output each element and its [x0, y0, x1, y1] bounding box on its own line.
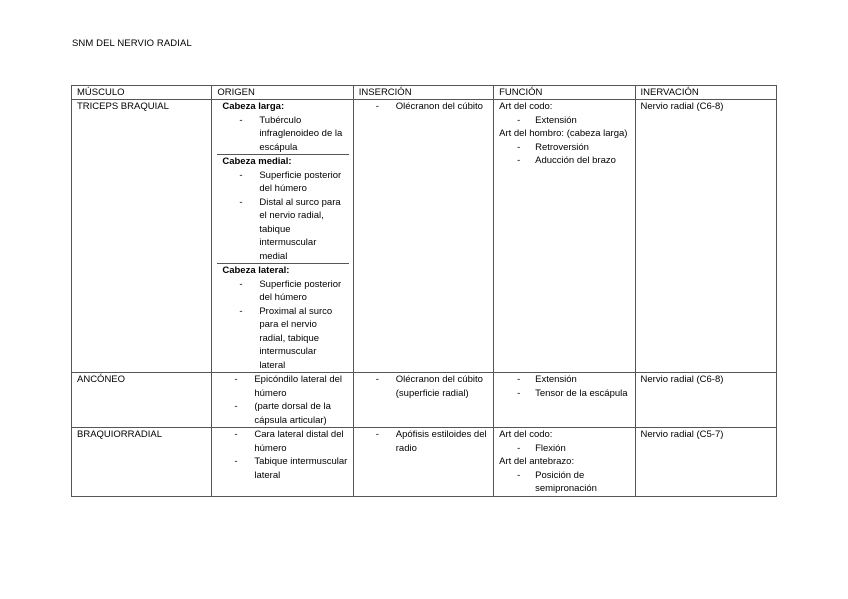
origin-head-label: Cabeza larga: [222, 101, 285, 112]
muscle-name: BRAQUIORRADIAL [72, 428, 212, 497]
header-insertion: INSERCIÓN [353, 86, 493, 100]
function-cell [494, 373, 635, 428]
list-item: - (parte dorsal de la cápsula articular) [217, 400, 348, 427]
origin-head-label: Cabeza lateral: [222, 265, 290, 276]
function-cell [494, 100, 635, 373]
function-label: Art del antebrazo: [499, 456, 575, 467]
insertion-cell [353, 373, 493, 428]
insertion-cell [353, 428, 493, 497]
list-item: - Olécranon del cúbito [359, 100, 489, 114]
function-group [499, 100, 630, 127]
list-item: - Tensor de la escápula [499, 387, 630, 401]
list-item: - Superficie posterior del húmero [222, 169, 344, 196]
origin-head-label: Cabeza medial: [222, 156, 292, 167]
function-label: Art del codo: [499, 429, 553, 440]
table-header-row [72, 86, 777, 100]
list-item: - Cara lateral distal del húmero [217, 428, 348, 455]
list-item: - Aducción del brazo [499, 154, 630, 168]
origin-head-group [217, 100, 348, 154]
origin-cell [212, 428, 353, 497]
function-cell [494, 428, 635, 497]
function-group [499, 127, 630, 168]
list-item: - Distal al surco para el nervio radial, tabique intermuscular medial [222, 196, 344, 264]
function-group [499, 455, 630, 496]
function-label: Art del hombro: (cabeza larga) [499, 128, 628, 139]
list-item: - Retroversión [499, 141, 630, 155]
header-function: FUNCIÓN [494, 86, 635, 100]
list-item: - Apófisis estiloides del radio [359, 428, 489, 455]
insertion-cell [353, 100, 493, 373]
innervation-cell: Nervio radial (C6-8) [635, 100, 776, 373]
list-item: - Proximal al surco para el nervio radial, tabique intermuscular lateral [222, 305, 344, 373]
list-item: - Flexión [499, 442, 630, 456]
list-item: - Olécranon del cúbito (superficie radial) [359, 373, 489, 400]
table-row-braquiorradial [72, 428, 777, 497]
list-item: - Tabique intermuscular lateral [217, 455, 348, 482]
muscle-name: TRICEPS BRAQUIAL [72, 100, 212, 373]
table-row-triceps [72, 100, 777, 373]
list-item: - Tubérculo infraglenoideo de la escápula [222, 114, 344, 155]
list-item: - Epicóndilo lateral del húmero [217, 373, 348, 400]
muscle-name: ANCÓNEO [72, 373, 212, 428]
table-row-anconeo [72, 373, 777, 428]
muscle-table [71, 85, 777, 497]
innervation-cell: Nervio radial (C6-8) [635, 373, 776, 428]
function-group [499, 373, 630, 400]
innervation-cell: Nervio radial (C5-7) [635, 428, 776, 497]
list-item: - Extensión [499, 114, 630, 128]
origin-cell [212, 100, 353, 373]
list-item: - Superficie posterior del húmero [222, 278, 344, 305]
list-item: - Posición de semipronación [499, 469, 630, 496]
function-group [499, 428, 630, 455]
origin-head-group [217, 263, 348, 372]
document-title: SNM DEL NERVIO RADIAL [72, 38, 192, 49]
origin-cell [212, 373, 353, 428]
header-innervation: INERVACIÓN [635, 86, 776, 100]
list-item: - Extensión [499, 373, 630, 387]
function-label: Art del codo: [499, 101, 553, 112]
header-origin: ORIGEN [212, 86, 353, 100]
header-muscle: MÚSCULO [72, 86, 212, 100]
origin-head-group [217, 154, 348, 263]
